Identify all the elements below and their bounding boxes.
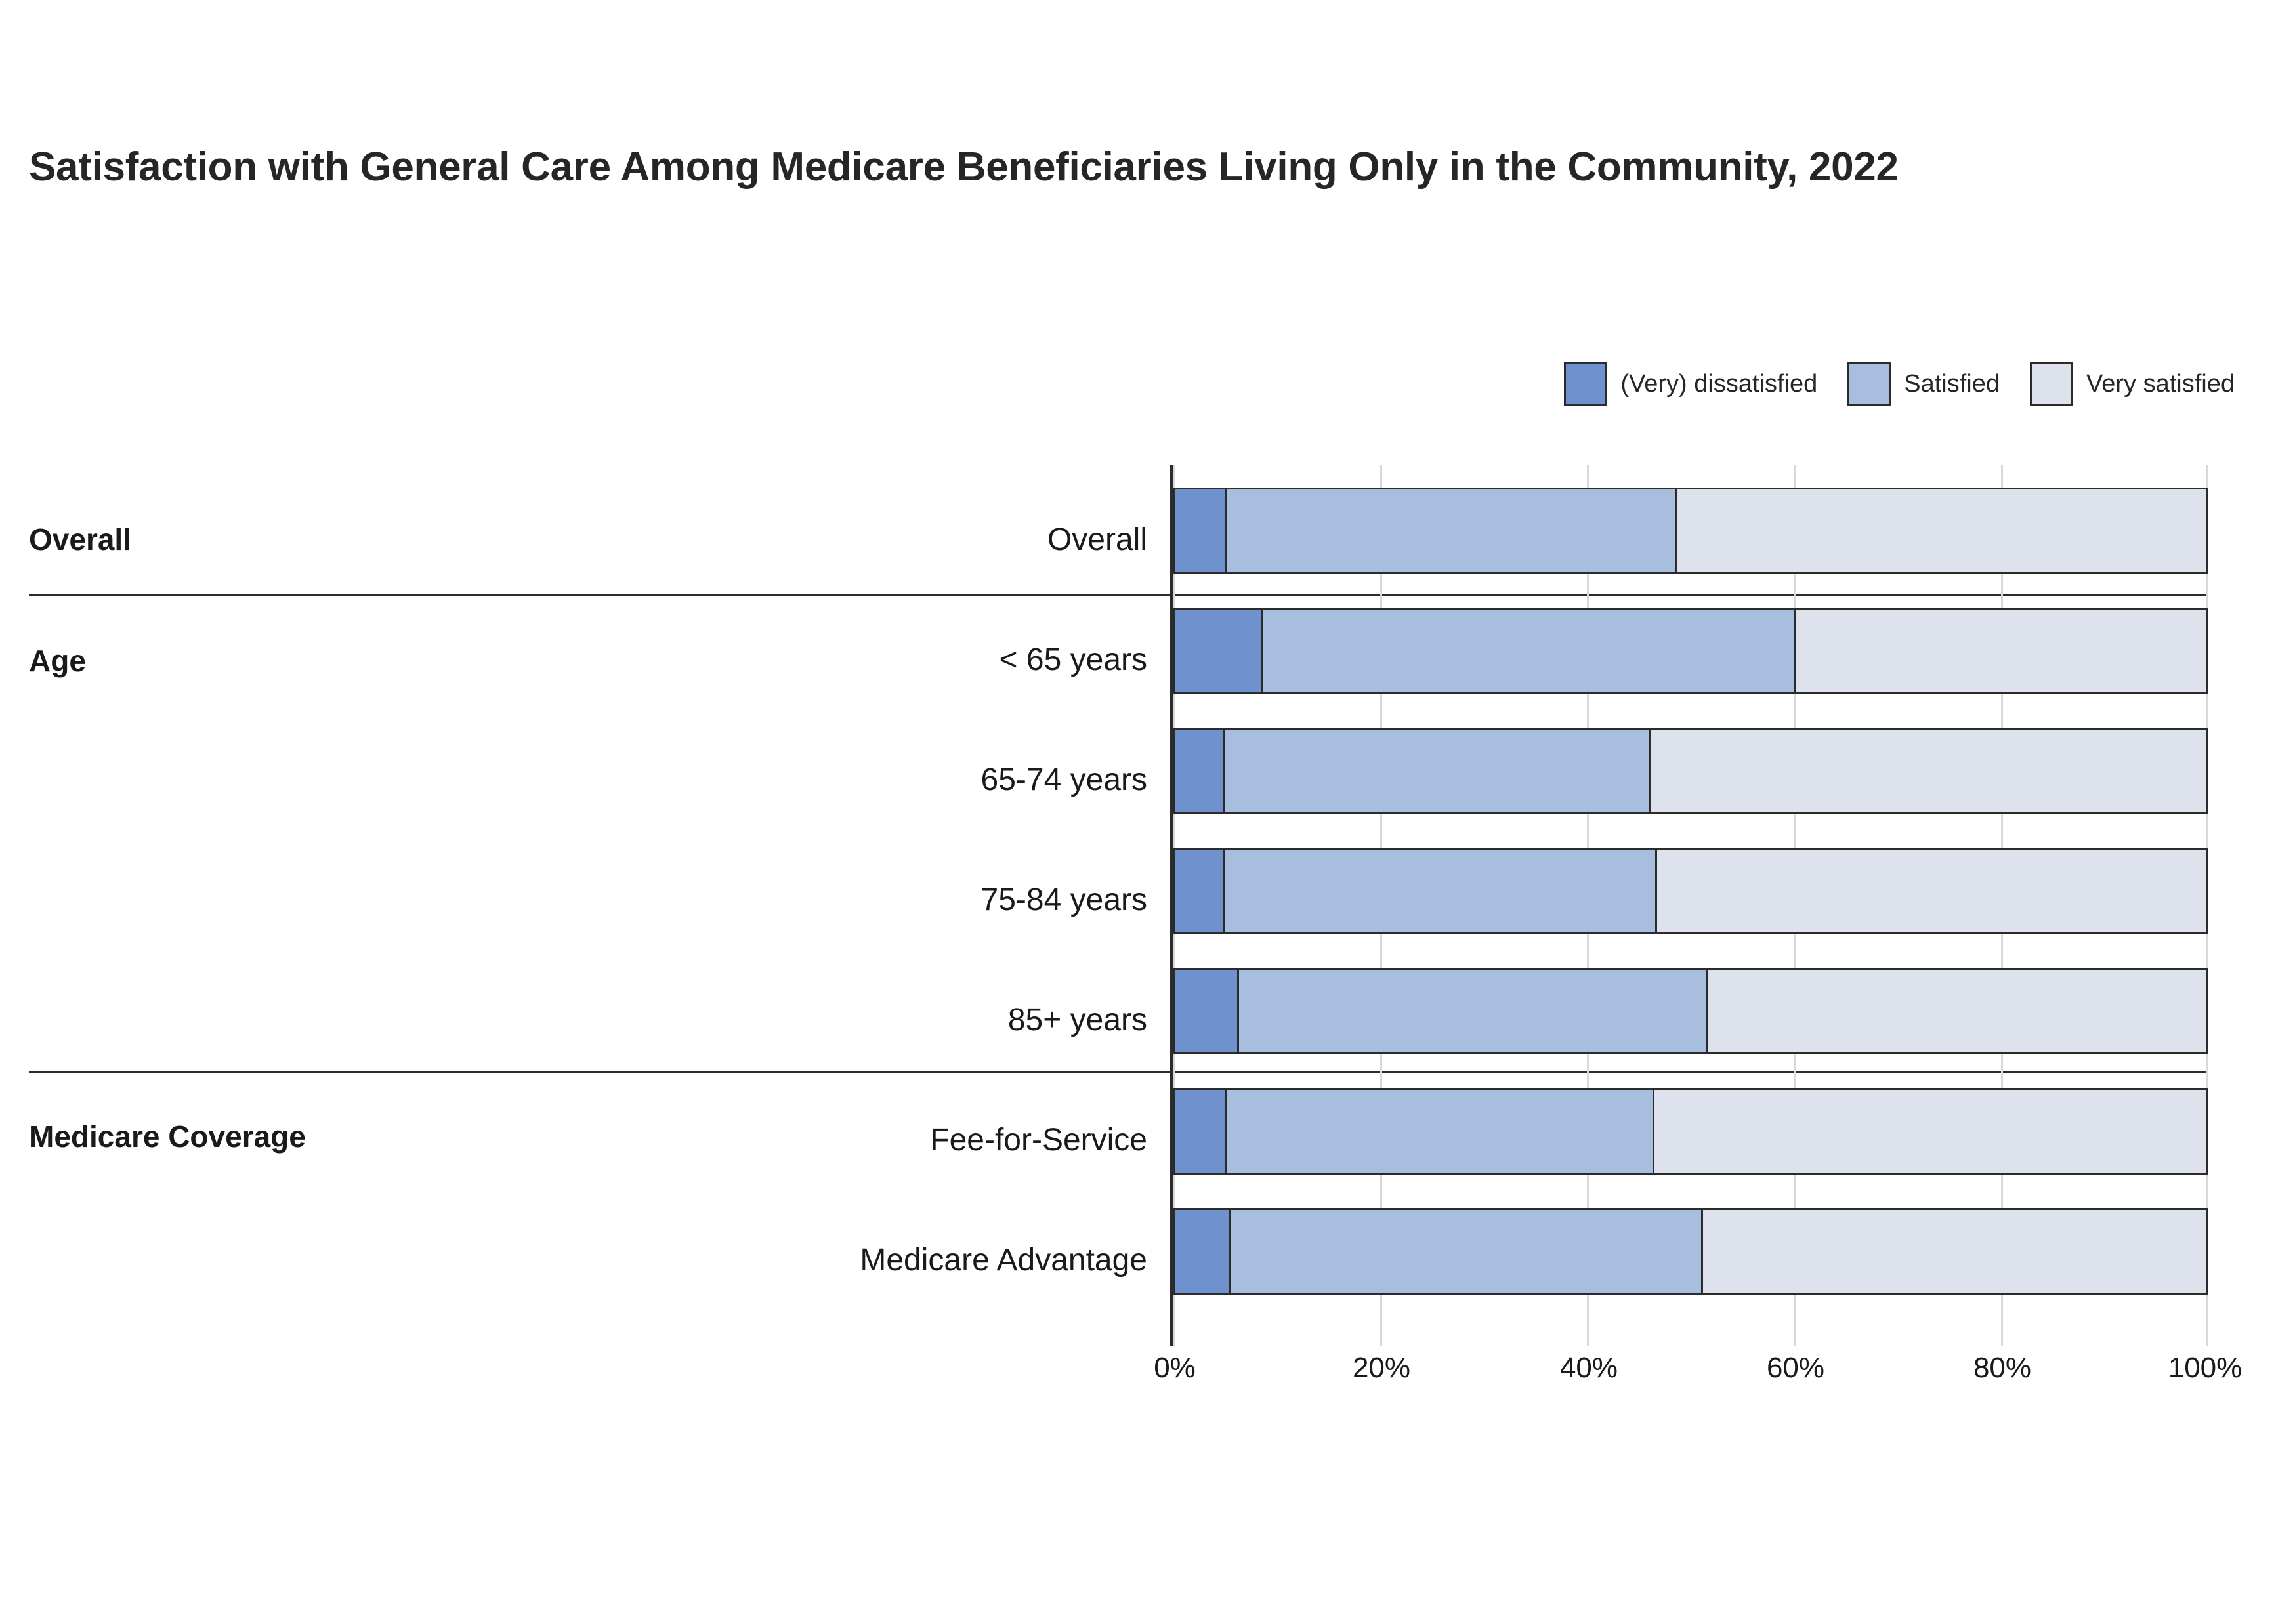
bar-segment-very-satisfied — [1794, 608, 2208, 694]
bar-segment-very-satisfied — [1653, 1088, 2208, 1175]
legend-label-dissatisfied: (Very) dissatisfied — [1620, 369, 1818, 398]
page-title: Satisfaction with General Care Among Medicare Beneficiaries Living Only in the Community, 2022 — [29, 144, 1899, 190]
bar-segment-dissatisfied — [1173, 488, 1225, 574]
legend-swatch-very-satisfied — [2030, 362, 2073, 406]
xtick-label-40: 40% — [1559, 1352, 1618, 1384]
bar-row-65-74[interactable] — [1173, 728, 2208, 814]
legend-label-very-satisfied: Very satisfied — [2086, 369, 2235, 398]
bar-segment-very-satisfied — [1675, 488, 2208, 574]
category-label-medicare-advantage: Medicare Advantage — [860, 1243, 1147, 1278]
group-label-medicare-coverage: Medicare Coverage — [29, 1119, 306, 1154]
bar-segment-dissatisfied — [1173, 608, 1261, 694]
bar-segment-very-satisfied — [1655, 848, 2208, 934]
xtick-label-80: 80% — [1973, 1352, 2032, 1384]
category-label-75-84: 75-84 years — [980, 883, 1147, 917]
bar-segment-very-satisfied — [1706, 968, 2208, 1054]
legend-item-dissatisfied[interactable] — [1564, 362, 1817, 406]
xtick-label-0: 0% — [1154, 1352, 1196, 1384]
bar-row-fee-for-service[interactable] — [1173, 1088, 2208, 1175]
bar-segment-satisfied — [1229, 1208, 1701, 1295]
bar-row-overall[interactable] — [1173, 488, 2208, 574]
bar-row-75-84[interactable] — [1173, 848, 2208, 934]
legend-swatch-dissatisfied — [1564, 362, 1607, 406]
group-label-overall: Overall — [29, 522, 131, 556]
category-label-85-plus: 85+ years — [1007, 1003, 1147, 1037]
bar-segment-dissatisfied — [1173, 1088, 1225, 1175]
bar-row-medicare-advantage[interactable] — [1173, 1208, 2208, 1295]
bar-segment-very-satisfied — [1701, 1208, 2208, 1295]
plot-area — [1173, 465, 2208, 1346]
bar-segment-dissatisfied — [1173, 848, 1223, 934]
bar-row-under-65[interactable] — [1173, 608, 2208, 694]
bar-segment-satisfied — [1223, 728, 1649, 814]
bar-segment-satisfied — [1225, 1088, 1653, 1175]
bar-segment-satisfied — [1261, 608, 1794, 694]
legend-item-very-satisfied[interactable] — [2030, 362, 2235, 406]
bar-segment-dissatisfied — [1173, 1208, 1229, 1295]
chart-legend — [1564, 362, 2235, 406]
group-label-age: Age — [29, 644, 86, 678]
category-label-65-74: 65-74 years — [980, 762, 1147, 797]
bar-row-85-plus[interactable] — [1173, 968, 2208, 1054]
bar-segment-very-satisfied — [1649, 728, 2208, 814]
bar-segment-dissatisfied — [1173, 728, 1223, 814]
bar-segment-satisfied — [1223, 848, 1655, 934]
category-label-overall: Overall — [1047, 522, 1147, 557]
legend-swatch-satisfied — [1847, 362, 1891, 406]
legend-item-satisfied[interactable] — [1847, 362, 2000, 406]
bar-segment-satisfied — [1225, 488, 1675, 574]
xtick-label-20: 20% — [1352, 1352, 1411, 1384]
category-label-fee-for-service: Fee-for-Service — [930, 1123, 1147, 1157]
xtick-label-100: 100% — [2168, 1352, 2242, 1384]
xtick-label-60: 60% — [1766, 1352, 1825, 1384]
category-label-under-65: < 65 years — [999, 642, 1147, 677]
bar-segment-satisfied — [1237, 968, 1706, 1054]
bar-segment-dissatisfied — [1173, 968, 1237, 1054]
legend-label-satisfied: Satisfied — [1904, 369, 2000, 398]
